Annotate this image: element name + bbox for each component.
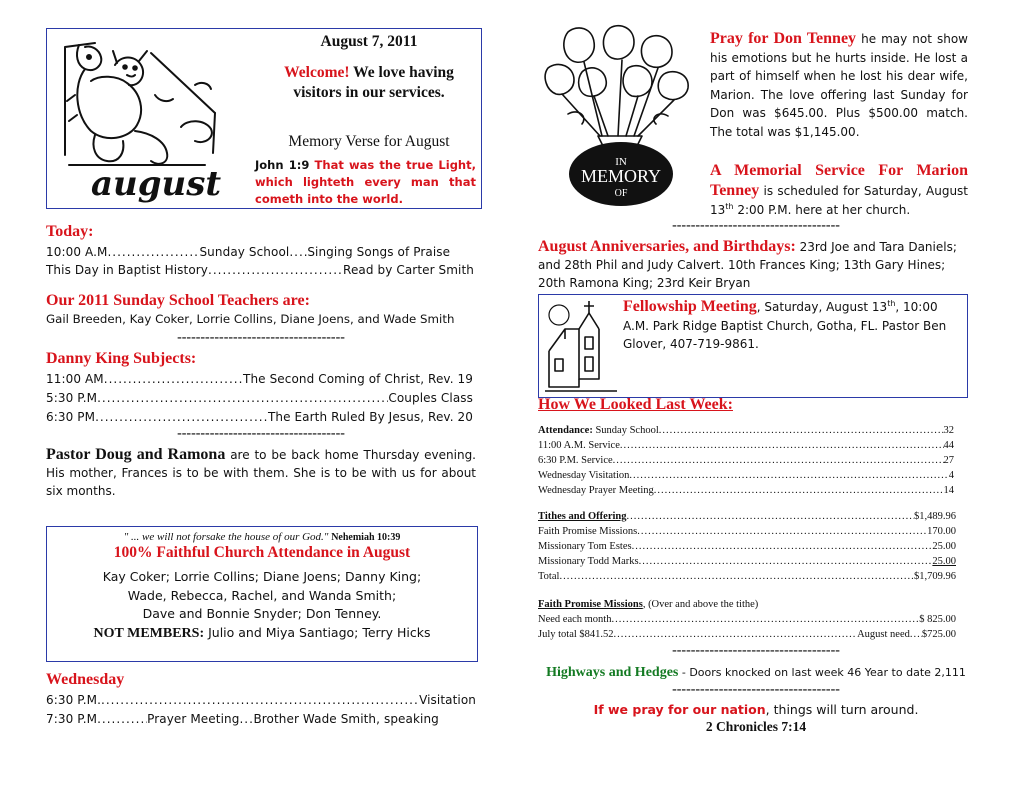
august-need-label: August need — [857, 629, 910, 640]
wednesday-time: 6:30 P.M. — [46, 693, 102, 707]
offering-row — [538, 569, 956, 584]
fpm-note: , (Over and above the tithe) — [642, 599, 759, 610]
attendance-value: 32 — [943, 425, 954, 436]
pray-heading: Pray for Don Tenney — [710, 30, 857, 47]
danny-time: 6:30 PM — [46, 410, 96, 424]
pray-text: he may not show his emotions but he hurts inside. He lost a part of himself when he lost his dear wife, Marion. The love offering last Sunday for Don was $645.00. Plus $500.00 match. The total was $1,145.00. — [710, 32, 968, 139]
teachers-heading: Our 2011 Sunday School Teachers are: — [46, 292, 310, 309]
today-time: 10:00 A.M — [46, 245, 108, 259]
attendance-item: Wednesday Visitation — [538, 470, 630, 481]
wednesday-visitation: Visitation — [419, 693, 476, 707]
bulletin-date: August 7, 2011 — [320, 33, 418, 50]
danny-subject: The Earth Ruled By Jesus, Rev. 20 — [267, 410, 473, 424]
faithful-line: Dave and Bonnie Snyder; Don Tenney. — [142, 606, 382, 621]
church-illustration — [545, 299, 617, 395]
memory-in: IN — [615, 156, 627, 168]
offering-row — [538, 509, 956, 524]
faithful-names — [47, 568, 477, 643]
today-reader: Read by Carter Smith — [343, 263, 474, 277]
pastor-text: are to be back home Thursday evening. His mother, Frances is to be with them. She is to be with us for about six months. — [46, 448, 477, 498]
memorial-paragraph — [710, 161, 968, 220]
in-memory-graphic — [538, 24, 704, 210]
attendance-row — [538, 453, 954, 468]
looked-heading: How We Looked Last Week: — [538, 396, 733, 413]
offering-item: Missionary Todd Marks — [538, 556, 639, 567]
offering-item: Faith Promise Missions — [538, 526, 638, 537]
wednesday-line-2 — [46, 710, 476, 729]
danny-item — [46, 370, 473, 389]
attendance-value: 44 — [943, 440, 954, 451]
closing-line — [538, 702, 974, 717]
danny-time: 5:30 P.M — [46, 391, 98, 405]
today-singing: Singing Songs of Praise — [307, 245, 451, 259]
today-line-2 — [46, 261, 474, 280]
need-label: Need each month — [538, 614, 612, 625]
attendance-item: 6:30 P.M. Service — [538, 455, 613, 466]
header-box — [46, 28, 482, 209]
memorial-text-end: 2:00 P.M. here at her church. — [733, 203, 911, 217]
highways-text: - Doors knocked on last week 46 Year to date 2,111 — [678, 666, 966, 679]
today-sunday-school: Sunday School — [199, 245, 290, 259]
closing-rest: , things will turn around. — [765, 702, 919, 717]
pastor-names: Pastor Doug and Ramona — [46, 446, 226, 463]
fellowship-details: , 10:00 A.M. Park Ridge Baptist Church, Gotha, FL. Pastor Ben Glover, 407-719-9861. — [623, 300, 947, 351]
faithful-heading: 100% Faithful Church Attendance in August — [113, 544, 411, 561]
offering-item: Total — [538, 571, 560, 582]
attendance-label: Attendance: — [538, 425, 593, 436]
danny-heading: Danny King Subjects: — [46, 350, 197, 367]
july-label: July total $841.52 — [538, 629, 614, 640]
attendance-item: Wednesday Prayer Meeting — [538, 485, 654, 496]
offering-value: 25.00 — [932, 556, 956, 567]
highways-line — [538, 663, 974, 681]
faithful-attendance-box — [46, 526, 478, 662]
offering-row — [538, 539, 956, 554]
separator-5: ------------------------------------ — [672, 682, 840, 697]
nehemiah-quote — [47, 531, 477, 543]
separator-1: ------------------------------------ — [177, 330, 345, 345]
danny-item — [46, 389, 473, 408]
wednesday-time: 7:30 P.M — [46, 712, 98, 726]
memory-of: OF — [614, 188, 628, 199]
anniversaries-paragraph — [538, 238, 970, 292]
fpm-label: Faith Promise Missions — [538, 599, 643, 610]
today-history: This Day in Baptist History — [46, 263, 209, 277]
attendance-item: Sunday School — [595, 425, 659, 436]
not-members-line — [47, 624, 477, 644]
august-logo-text: august — [91, 164, 222, 203]
need-value: $ 825.00 — [919, 614, 956, 625]
attendance-row — [538, 423, 954, 438]
welcome-rest: We love having visitors in our services. — [293, 64, 454, 101]
offering-item: Missionary Tom Estes — [538, 541, 632, 552]
wednesday-heading: Wednesday — [46, 671, 125, 688]
memory-verse-title: Memory Verse for August — [288, 133, 450, 150]
tithes-label: Tithes and Offering — [538, 511, 627, 522]
highways-label: Highways and Hedges — [546, 665, 679, 680]
july-row — [538, 627, 956, 642]
verse-text: That was the true Light, which lighteth every man that cometh into the world. — [255, 158, 476, 206]
separator-4: ------------------------------------ — [672, 643, 840, 658]
offering-row — [538, 554, 956, 569]
offering-value: 25.00 — [932, 541, 956, 552]
attendance-list — [538, 423, 954, 498]
welcome-red: Welcome! — [284, 64, 350, 81]
memory-word: MEMORY — [580, 166, 662, 186]
wednesday-prayer: Prayer Meeting — [147, 712, 240, 726]
wednesday-line-1 — [46, 691, 476, 710]
separator-2: ------------------------------------ — [177, 426, 345, 441]
attendance-value: 4 — [948, 470, 954, 481]
faith-promise-list — [538, 597, 956, 642]
church-icon — [545, 299, 617, 395]
offering-value: $1,709.96 — [914, 571, 956, 582]
pastor-paragraph — [46, 446, 476, 500]
danny-time: 11:00 AM — [46, 372, 104, 386]
attendance-value: 27 — [943, 455, 954, 466]
closing-reference: 2 Chronicles 7:14 — [705, 719, 807, 734]
fisherman-cat-illustration — [55, 35, 225, 203]
fpm-title — [538, 597, 956, 612]
fellowship-text — [623, 298, 963, 354]
pray-paragraph — [710, 30, 968, 141]
memory-verse — [255, 157, 476, 208]
danny-list — [46, 370, 473, 427]
attendance-row — [538, 468, 954, 483]
not-members-names: Julio and Miya Santiago; Terry Hicks — [204, 624, 431, 640]
danny-item — [46, 408, 473, 427]
flowers-illustration — [538, 24, 704, 210]
fellowship-date: , Saturday, August 13 — [756, 300, 888, 314]
fellowship-sup: th — [887, 299, 896, 308]
memorial-text: is scheduled for Saturday, August 13 — [710, 184, 968, 217]
welcome-text — [259, 63, 479, 103]
faithful-line: Wade, Rebecca, Rachel, and Wanda Smith; — [127, 587, 397, 603]
closing-red: If we pray for our nation — [593, 702, 766, 717]
attendance-row — [538, 483, 954, 498]
anniversaries-text: 23rd Joe and Tara Daniels; and 28th Phil and Judy Calvert. 10th Frances King; 13th Gary Hines; 20th Ramona King; 23rd Keir Bryan — [538, 240, 957, 290]
august-need-value: $725.00 — [921, 629, 956, 640]
teachers-names: Gail Breeden, Kay Coker, Lorrie Collins, Diane Joens, and Wade Smith — [46, 312, 455, 326]
today-line-1 — [46, 243, 476, 262]
today-heading: Today: — [46, 223, 94, 240]
memorial-heading: A Memorial Service For Marion Tenney — [710, 162, 968, 199]
wednesday-speaker: Brother Wade Smith, speaking — [253, 712, 439, 726]
attendance-value: 14 — [943, 485, 954, 496]
need-row — [538, 612, 956, 627]
quote-text: " ... we will not forsake the house of our God." — [123, 531, 329, 543]
not-members-label: NOT MEMBERS: — [93, 625, 205, 641]
memorial-sup: th — [725, 202, 734, 211]
offering-row — [538, 524, 956, 539]
august-logo — [55, 35, 225, 203]
tithes-value: $1,489.96 — [914, 511, 956, 522]
danny-subject: The Second Coming of Christ, Rev. 19 — [243, 372, 473, 386]
fellowship-box — [538, 294, 968, 398]
separator-3: ------------------------------------ — [672, 218, 840, 233]
offering-list — [538, 509, 956, 584]
fellowship-heading: Fellowship Meeting — [623, 298, 757, 315]
attendance-row — [538, 438, 954, 453]
faithful-line: Kay Coker; Lorrie Collins; Diane Joens; Danny King; — [102, 569, 422, 584]
attendance-item: 11:00 A.M. Service — [538, 440, 620, 451]
anniversaries-heading: August Anniversaries, and Birthdays: — [538, 238, 796, 255]
danny-subject: Couples Class — [388, 391, 473, 405]
verse-reference: John 1:9 — [255, 158, 310, 172]
offering-value: 170.00 — [927, 526, 956, 537]
quote-reference: Nehemiah 10:39 — [331, 532, 401, 543]
